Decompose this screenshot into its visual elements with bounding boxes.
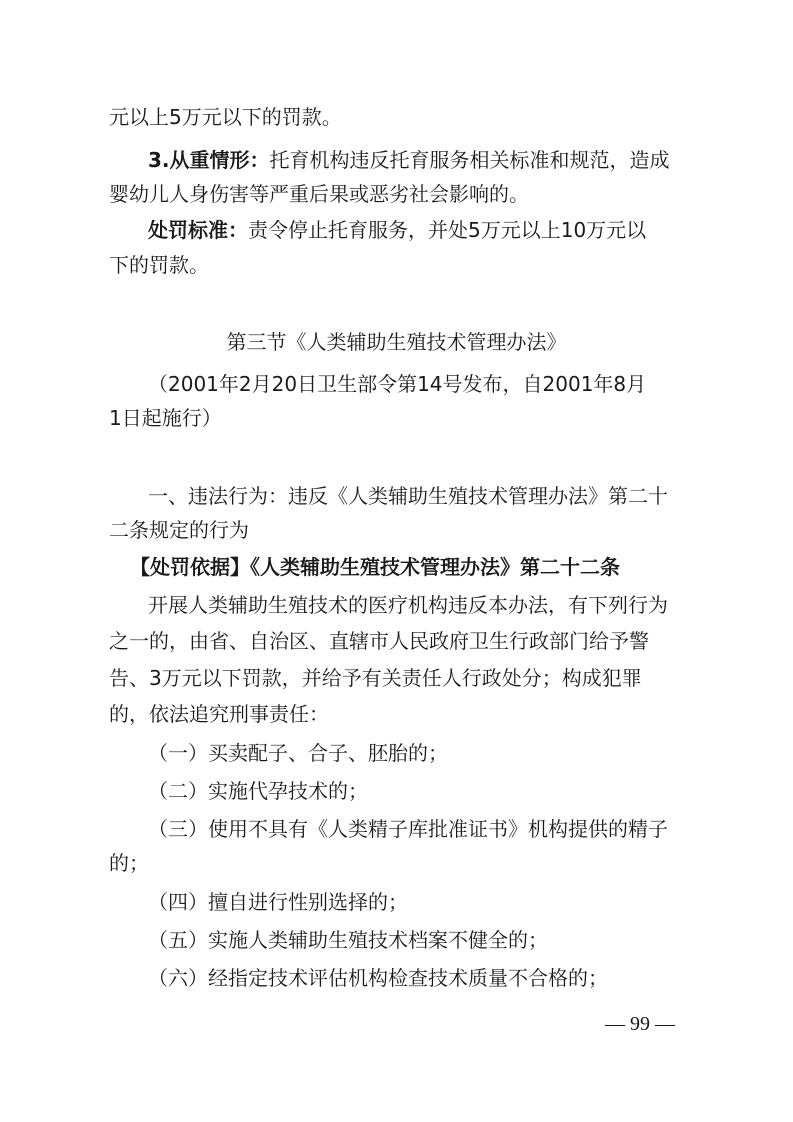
item-6: （六）经指定技术评估机构检查技术质量不合格的； [148, 966, 608, 990]
violation-line-1: 一、违法行为：违反《人类辅助生殖技术管理办法》第二十 [148, 484, 668, 508]
item-4: （四）擅自进行性别选择的； [148, 890, 408, 914]
aggravated-label: 3.从重情形： [148, 148, 270, 172]
penalty-standard-label: 处罚标准： [148, 218, 248, 242]
article-line-4: 的，依法追究刑事责任： [109, 702, 329, 726]
violation-line-2: 二条规定的行为 [109, 518, 249, 542]
page-number: — 99 — [605, 1013, 675, 1035]
item-5: （五）实施人类辅助生殖技术档案不健全的； [148, 928, 548, 952]
penalty-standard-text-1: 责令停止托育服务，并处5万元以上10万元以 [248, 218, 647, 242]
penalty-standard-line-2: 下的罚款。 [109, 253, 209, 277]
aggravated-line-2: 婴幼儿人身伤害等严重后果或恶劣社会影响的。 [109, 182, 529, 206]
article-line-3: 告、3万元以下罚款，并给予有关责任人行政处分；构成犯罪 [109, 666, 642, 690]
section-title: 第三节《人类辅助生殖技术管理办法》 [226, 330, 567, 354]
fine-continuation-line: 元以上5万元以下的罚款。 [109, 105, 342, 129]
penalty-standard-line-1 [148, 216, 646, 244]
item-3-line-1: （三）使用不具有《人类精子库批准证书》机构提供的精子 [148, 817, 668, 841]
article-line-1: 开展人类辅助生殖技术的医疗机构违反本办法，有下列行为 [148, 593, 668, 617]
section-note-line-1: （2001年2月20日卫生部令第14号发布，自2001年8月 [148, 372, 647, 396]
aggravated-line-1 [148, 146, 670, 174]
item-3-line-2: 的； [109, 851, 149, 875]
item-1: （一）买卖配子、合子、胚胎的； [148, 741, 448, 765]
item-2: （二）实施代孕技术的； [148, 779, 368, 803]
aggravated-text-1: 托育机构违反托育服务相关标准和规范，造成 [269, 148, 670, 172]
section-note-line-2: 1日起施行） [109, 406, 222, 430]
basis-heading: 【处罚依据】《人类辅助生殖技术管理办法》第二十二条 [130, 555, 620, 579]
article-line-2: 之一的，由省、自治区、直辖市人民政府卫生行政部门给予警 [109, 629, 649, 653]
